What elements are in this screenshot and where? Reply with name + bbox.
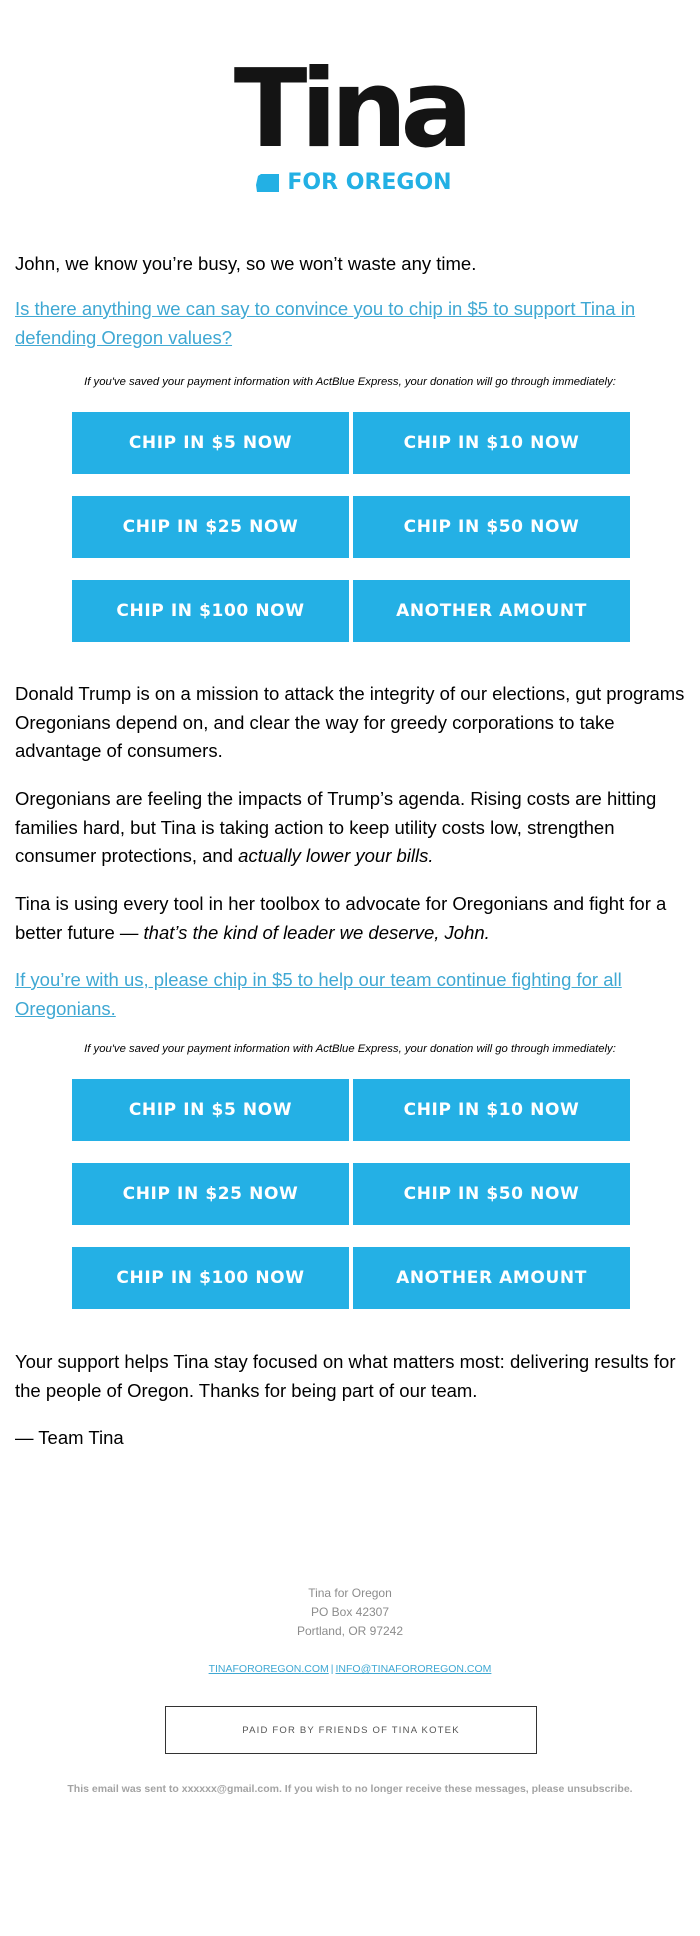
paragraph-impacts-emphasis: actually lower your bills.	[238, 845, 434, 866]
chip-in-10-button[interactable]: CHIP IN $10 NOW	[353, 412, 630, 474]
donate-link-2[interactable]: If you’re with us, please chip in $5 to help our team continue fighting for all Oregonians.	[15, 969, 622, 1019]
actblue-note-1: If you've saved your payment information with ActBlue Express, your donation will go through immediately:	[84, 376, 616, 388]
paid-for-disclaimer: PAID FOR BY FRIENDS OF TINA KOTEK	[165, 1706, 537, 1754]
logo	[0, 47, 700, 198]
chip-in-100-button[interactable]: CHIP IN $100 NOW	[72, 1247, 349, 1309]
closing-paragraph: Your support helps Tina stay focused on what matters most: delivering results for the people of Oregon. Thanks for being part of our team.	[15, 1351, 676, 1401]
logo-subtitle-text: FOR OREGON	[287, 170, 452, 195]
chip-in-100-button[interactable]: CHIP IN $100 NOW	[72, 580, 349, 642]
chip-in-5-button[interactable]: CHIP IN $5 NOW	[72, 1079, 349, 1141]
signoff: — Team Tina	[15, 1427, 124, 1448]
intro-text: John, we know you’re busy, so we won’t waste any time.	[15, 253, 477, 274]
chip-in-25-button[interactable]: CHIP IN $25 NOW	[72, 496, 349, 558]
footer-org-name: Tina for Oregon	[308, 1586, 392, 1600]
link-separator: |	[330, 1663, 334, 1675]
donate-link-1[interactable]: Is there anything we can say to convince you to chip in $5 to support Tina in defending Oregon values?	[15, 298, 636, 348]
oregon-state-icon	[256, 173, 281, 193]
chip-in-25-button[interactable]: CHIP IN $25 NOW	[72, 1163, 349, 1225]
footer-po-box: PO Box 42307	[310, 1605, 390, 1619]
actblue-note-2: If you've saved your payment information with ActBlue Express, your donation will go through immediately:	[84, 1043, 616, 1055]
paragraph-toolbox-text: Tina is using every tool in her toolbox to advocate for Oregonians and fight for a better future —	[15, 893, 667, 943]
paragraph-trump-mission: Donald Trump is on a mission to attack the integrity of our elections, gut programs Oregonians depend on, and clear the way for greedy corporations to take advantage of consumers.	[15, 683, 685, 761]
chip-in-50-button[interactable]: CHIP IN $50 NOW	[353, 496, 630, 558]
unsubscribe-text[interactable]: This email was sent to xxxxxx@gmail.com. If you wish to no longer receive these messages, please unsubscribe.	[67, 1783, 633, 1795]
footer-links	[0, 1663, 700, 1675]
website-link[interactable]: TINAFOROREGON.COM	[208, 1663, 329, 1675]
paragraph-impacts-text: Oregonians are feeling the impacts of Trump’s agenda. Rising costs are hitting families hard, but Tina is taking action to keep utility costs low, strengthen consumer protections, and	[15, 788, 657, 866]
chip-in-5-button[interactable]: CHIP IN $5 NOW	[72, 412, 349, 474]
chip-in-50-button[interactable]: CHIP IN $50 NOW	[353, 1163, 630, 1225]
paragraph-toolbox	[15, 890, 685, 947]
logo-subtitle	[256, 171, 451, 195]
paragraph-toolbox-emphasis: that’s the kind of leader we deserve, John.	[143, 921, 490, 943]
footer-city: Portland, OR 97242	[296, 1624, 404, 1638]
paragraph-impacts	[15, 785, 685, 871]
another-amount-button[interactable]: ANOTHER AMOUNT	[353, 580, 630, 642]
logo-name: Tina	[233, 47, 467, 172]
chip-in-10-button[interactable]: CHIP IN $10 NOW	[353, 1079, 630, 1141]
email-link[interactable]: INFO@TINAFOROREGON.COM	[335, 1663, 492, 1675]
another-amount-button[interactable]: ANOTHER AMOUNT	[353, 1247, 630, 1309]
